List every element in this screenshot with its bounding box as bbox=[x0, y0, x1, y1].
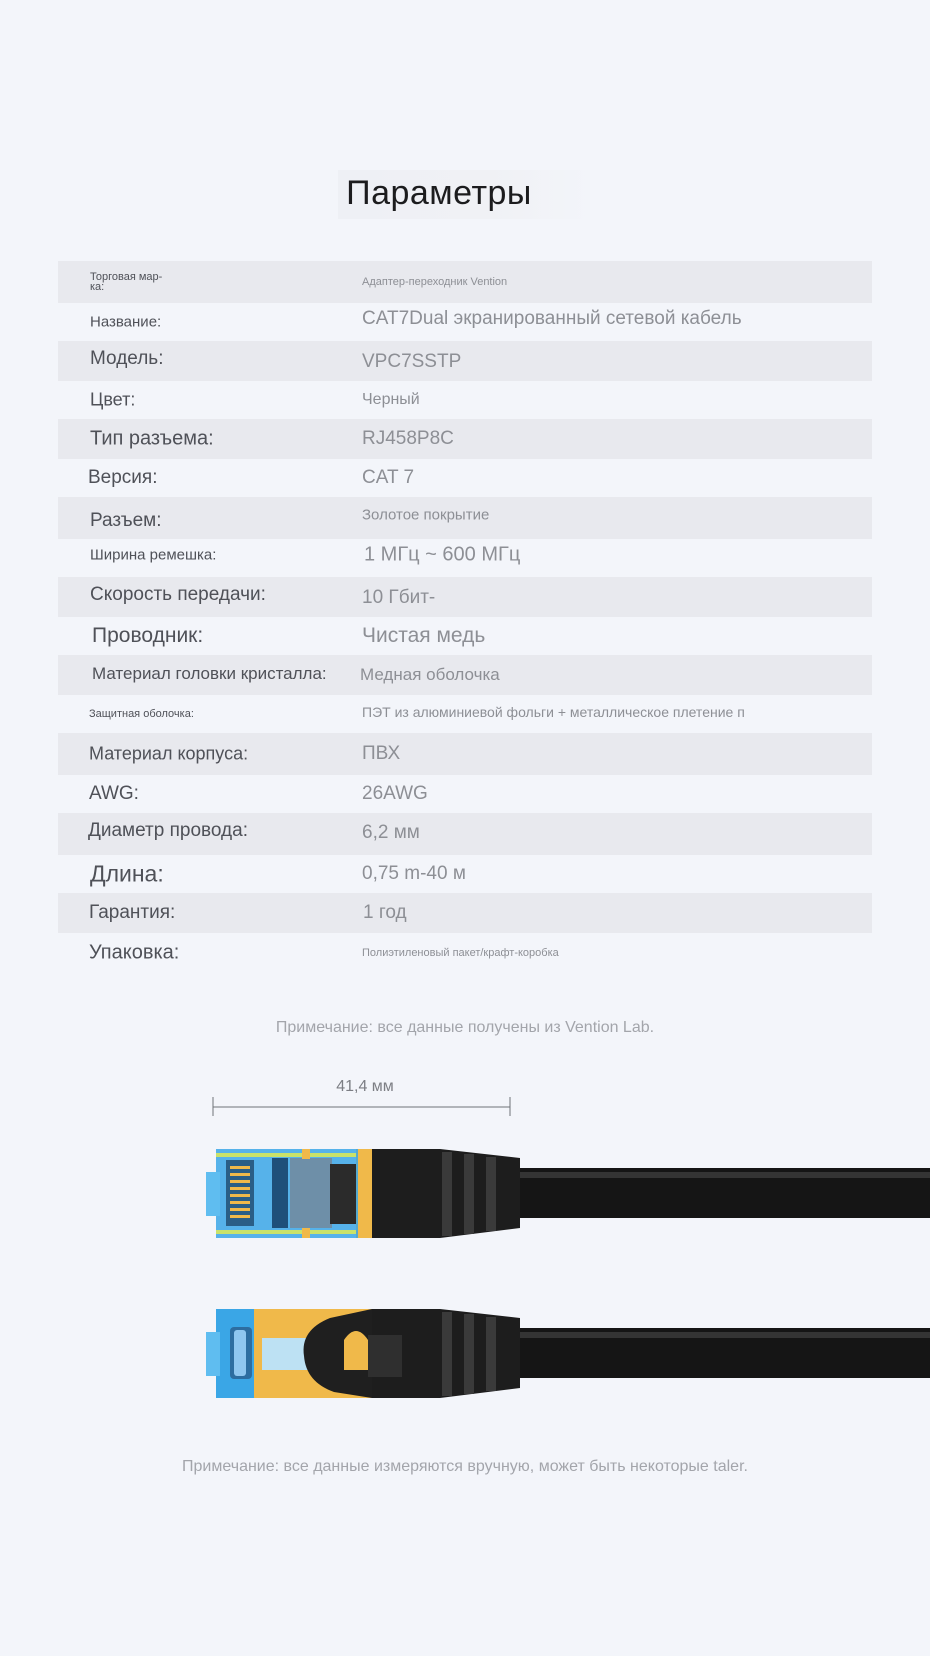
spec-label: Материал корпуса: bbox=[89, 743, 249, 764]
spec-value: CAT7Dual экранированный сетевой кабель bbox=[362, 307, 742, 329]
spec-label: Проводник: bbox=[92, 624, 204, 647]
dimension-line bbox=[213, 1097, 510, 1116]
spec-label: Версия: bbox=[88, 467, 158, 488]
spec-label: Торговая мар- ка: bbox=[90, 271, 163, 293]
spec-label: Модель: bbox=[90, 347, 164, 369]
spec-label: Скорость передачи: bbox=[90, 583, 266, 605]
spec-label: Цвет: bbox=[90, 389, 136, 410]
spec-label: Тип разъема: bbox=[90, 427, 214, 450]
spec-label: Материал головки кристалла: bbox=[92, 664, 327, 684]
spec-value: Черный bbox=[362, 391, 420, 408]
spec-label: Ширина ремешка: bbox=[90, 546, 217, 564]
spec-value: Медная оболочка bbox=[360, 665, 500, 684]
connector-side-view bbox=[206, 1149, 930, 1238]
spec-value: 26AWG bbox=[362, 783, 428, 804]
spec-value: 6,2 мм bbox=[362, 822, 420, 844]
spec-value: 10 Гбит- bbox=[362, 586, 436, 608]
spec-label: Защитная оболочка: bbox=[89, 708, 194, 720]
spec-value: Полиэтиленовый пакет/крафт-коробка bbox=[362, 947, 559, 959]
spec-value: 1 год bbox=[363, 902, 407, 923]
spec-label: Гарантия: bbox=[89, 902, 176, 923]
spec-value: RJ458P8C bbox=[362, 428, 454, 449]
spec-value: 1 МГц ~ 600 МГц bbox=[364, 543, 521, 566]
spec-label: Упаковка: bbox=[89, 941, 180, 964]
note-data-source: Примечание: все данные получены из Vention Lab. bbox=[275, 1019, 655, 1036]
spec-label: AWG: bbox=[89, 783, 139, 804]
spec-value: ПВХ bbox=[362, 743, 401, 764]
spec-value: Чистая медь bbox=[362, 624, 486, 647]
note-measurement: Примечание: все данные измеряются вручную, может быть некоторые taler. bbox=[182, 1458, 748, 1475]
spec-value: VPC7SSTP bbox=[362, 350, 462, 372]
spec-value: Золотое покрытие bbox=[362, 506, 490, 524]
spec-label: Название: bbox=[90, 313, 162, 331]
spec-label: Длина: bbox=[90, 860, 164, 887]
spec-value: ПЭТ из алюминиевой фольги + металлическое плетение п bbox=[362, 703, 745, 720]
spec-value: Адаптер-переходник Vention bbox=[362, 276, 508, 288]
connector-top-view bbox=[206, 1309, 930, 1398]
spec-label: Диаметр провода: bbox=[88, 820, 248, 842]
dimension-label: 41,4 мм bbox=[336, 1078, 394, 1095]
page-title: Параметры bbox=[0, 170, 930, 219]
spec-value: 0,75 m-40 м bbox=[362, 863, 466, 884]
spec-label: Разъем: bbox=[90, 509, 162, 531]
spec-value: CAT 7 bbox=[362, 467, 415, 488]
